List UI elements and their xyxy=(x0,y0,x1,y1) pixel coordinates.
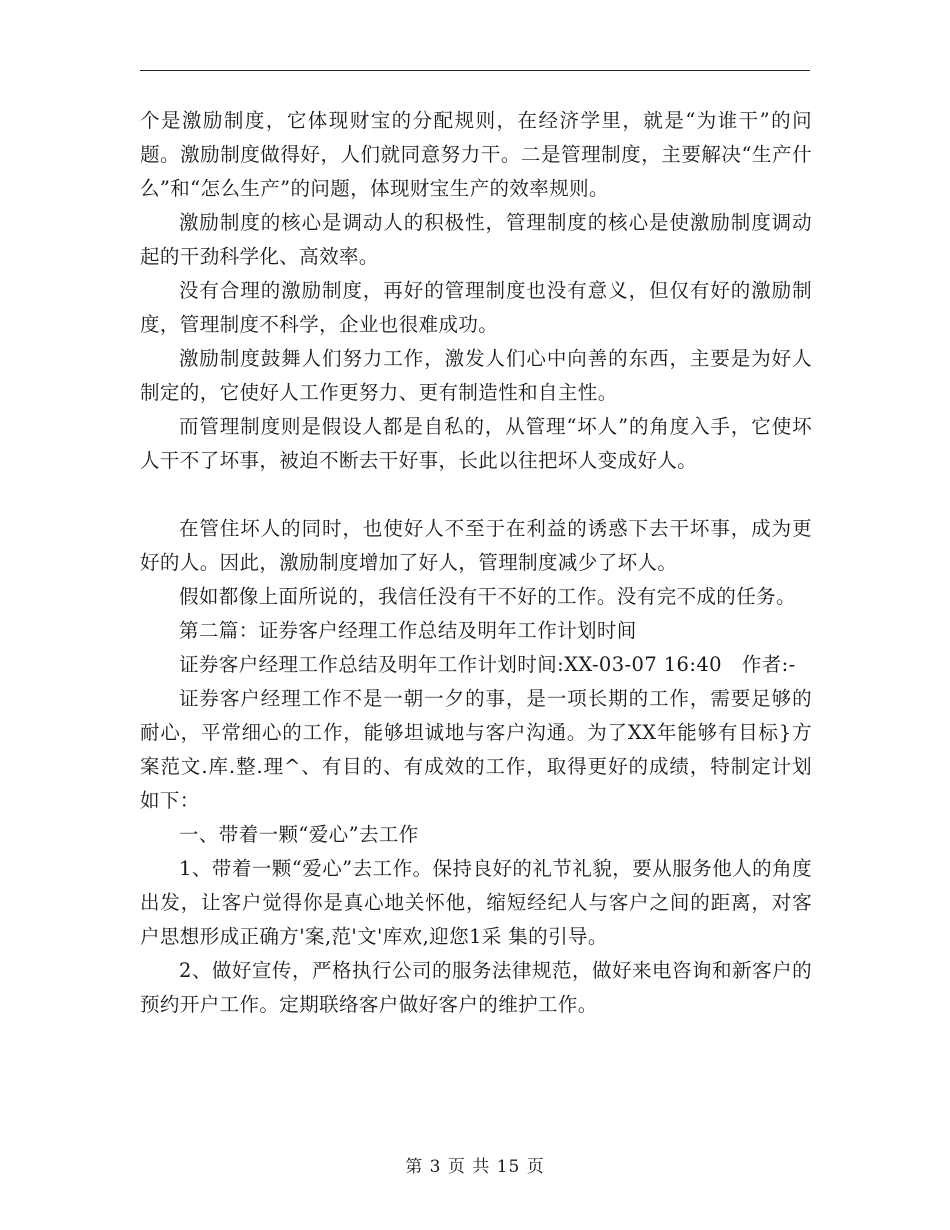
header-rule xyxy=(140,70,810,71)
subsection-heading: 一、带着一颗“爱心”去工作 xyxy=(179,823,419,846)
page-number-footer: 第 3 页 共 15 页 xyxy=(405,1157,545,1177)
paragraph: 假如都像上面所说的，我信任没有干不好的工作。没有完不成的任务。 xyxy=(179,585,796,608)
article-meta: 证券客户经理工作总结及明年工作计划时间:XX-03-07 16:40 作者:- xyxy=(179,653,796,676)
paragraph: 激励制度的核心是调动人的积极性，管理制度的核心是使激励制度调动起的干劲科学化、高效率。 xyxy=(140,211,812,268)
paragraph: 在管住坏人的同时，也使好人不至于在利益的诱惑下去干坏事，成为更好的人。因此，激励制度增加了好人，管理制度减少了坏人。 xyxy=(140,517,812,574)
paragraph: 激励制度鼓舞人们努力工作，激发人们心中向善的东西，主要是为好人制定的，它使好人工作更努力、更有制造性和自主性。 xyxy=(140,347,812,404)
paragraph: 2、做好宣传，严格执行公司的服务法律规范，做好来电咨询和新客户的预约开户工作。定期联络客户做好客户的维护工作。 xyxy=(140,959,812,1016)
paragraph: 1、带着一颗“爱心”去工作。保持良好的礼节礼貌，要从服务他人的角度出发，让客户觉得你是真心地关怀他，缩短经纪人与客户之间的距离，对客户思想形成正确方'案,范'文'库欢,迎您1采 集的引导。 xyxy=(140,857,812,948)
document-body xyxy=(140,104,812,1022)
paragraph: 没有合理的激励制度，再好的管理制度也没有意义，但仅有好的激励制度，管理制度不科学，企业也很难成功。 xyxy=(140,279,812,336)
section-heading: 第二篇：证券客户经理工作总结及明年工作计划时间 xyxy=(179,619,637,642)
paragraph: 而管理制度则是假设人都是自私的，从管理“坏人”的角度入手，它使坏人干不了坏事，被迫不断去干好事，长此以往把坏人变成好人。 xyxy=(140,415,812,472)
paragraph: 个是激励制度，它体现财宝的分配规则，在经济学里，就是“为谁干”的问题。激励制度做得好，人们就同意努力干。二是管理制度，主要解决“生产什么”和“怎么生产”的问题，体现财宝生产的效率规则。 xyxy=(140,109,812,200)
paragraph: 证券客户经理工作不是一朝一夕的事，是一项长期的工作，需要足够的耐心，平常细心的工作，能够坦诚地与客户沟通。为了XX年能够有目标}方案范文.库.整.理^、有目的、有成效的工作，取得更好的成绩，特制定计划如下： xyxy=(140,687,812,812)
